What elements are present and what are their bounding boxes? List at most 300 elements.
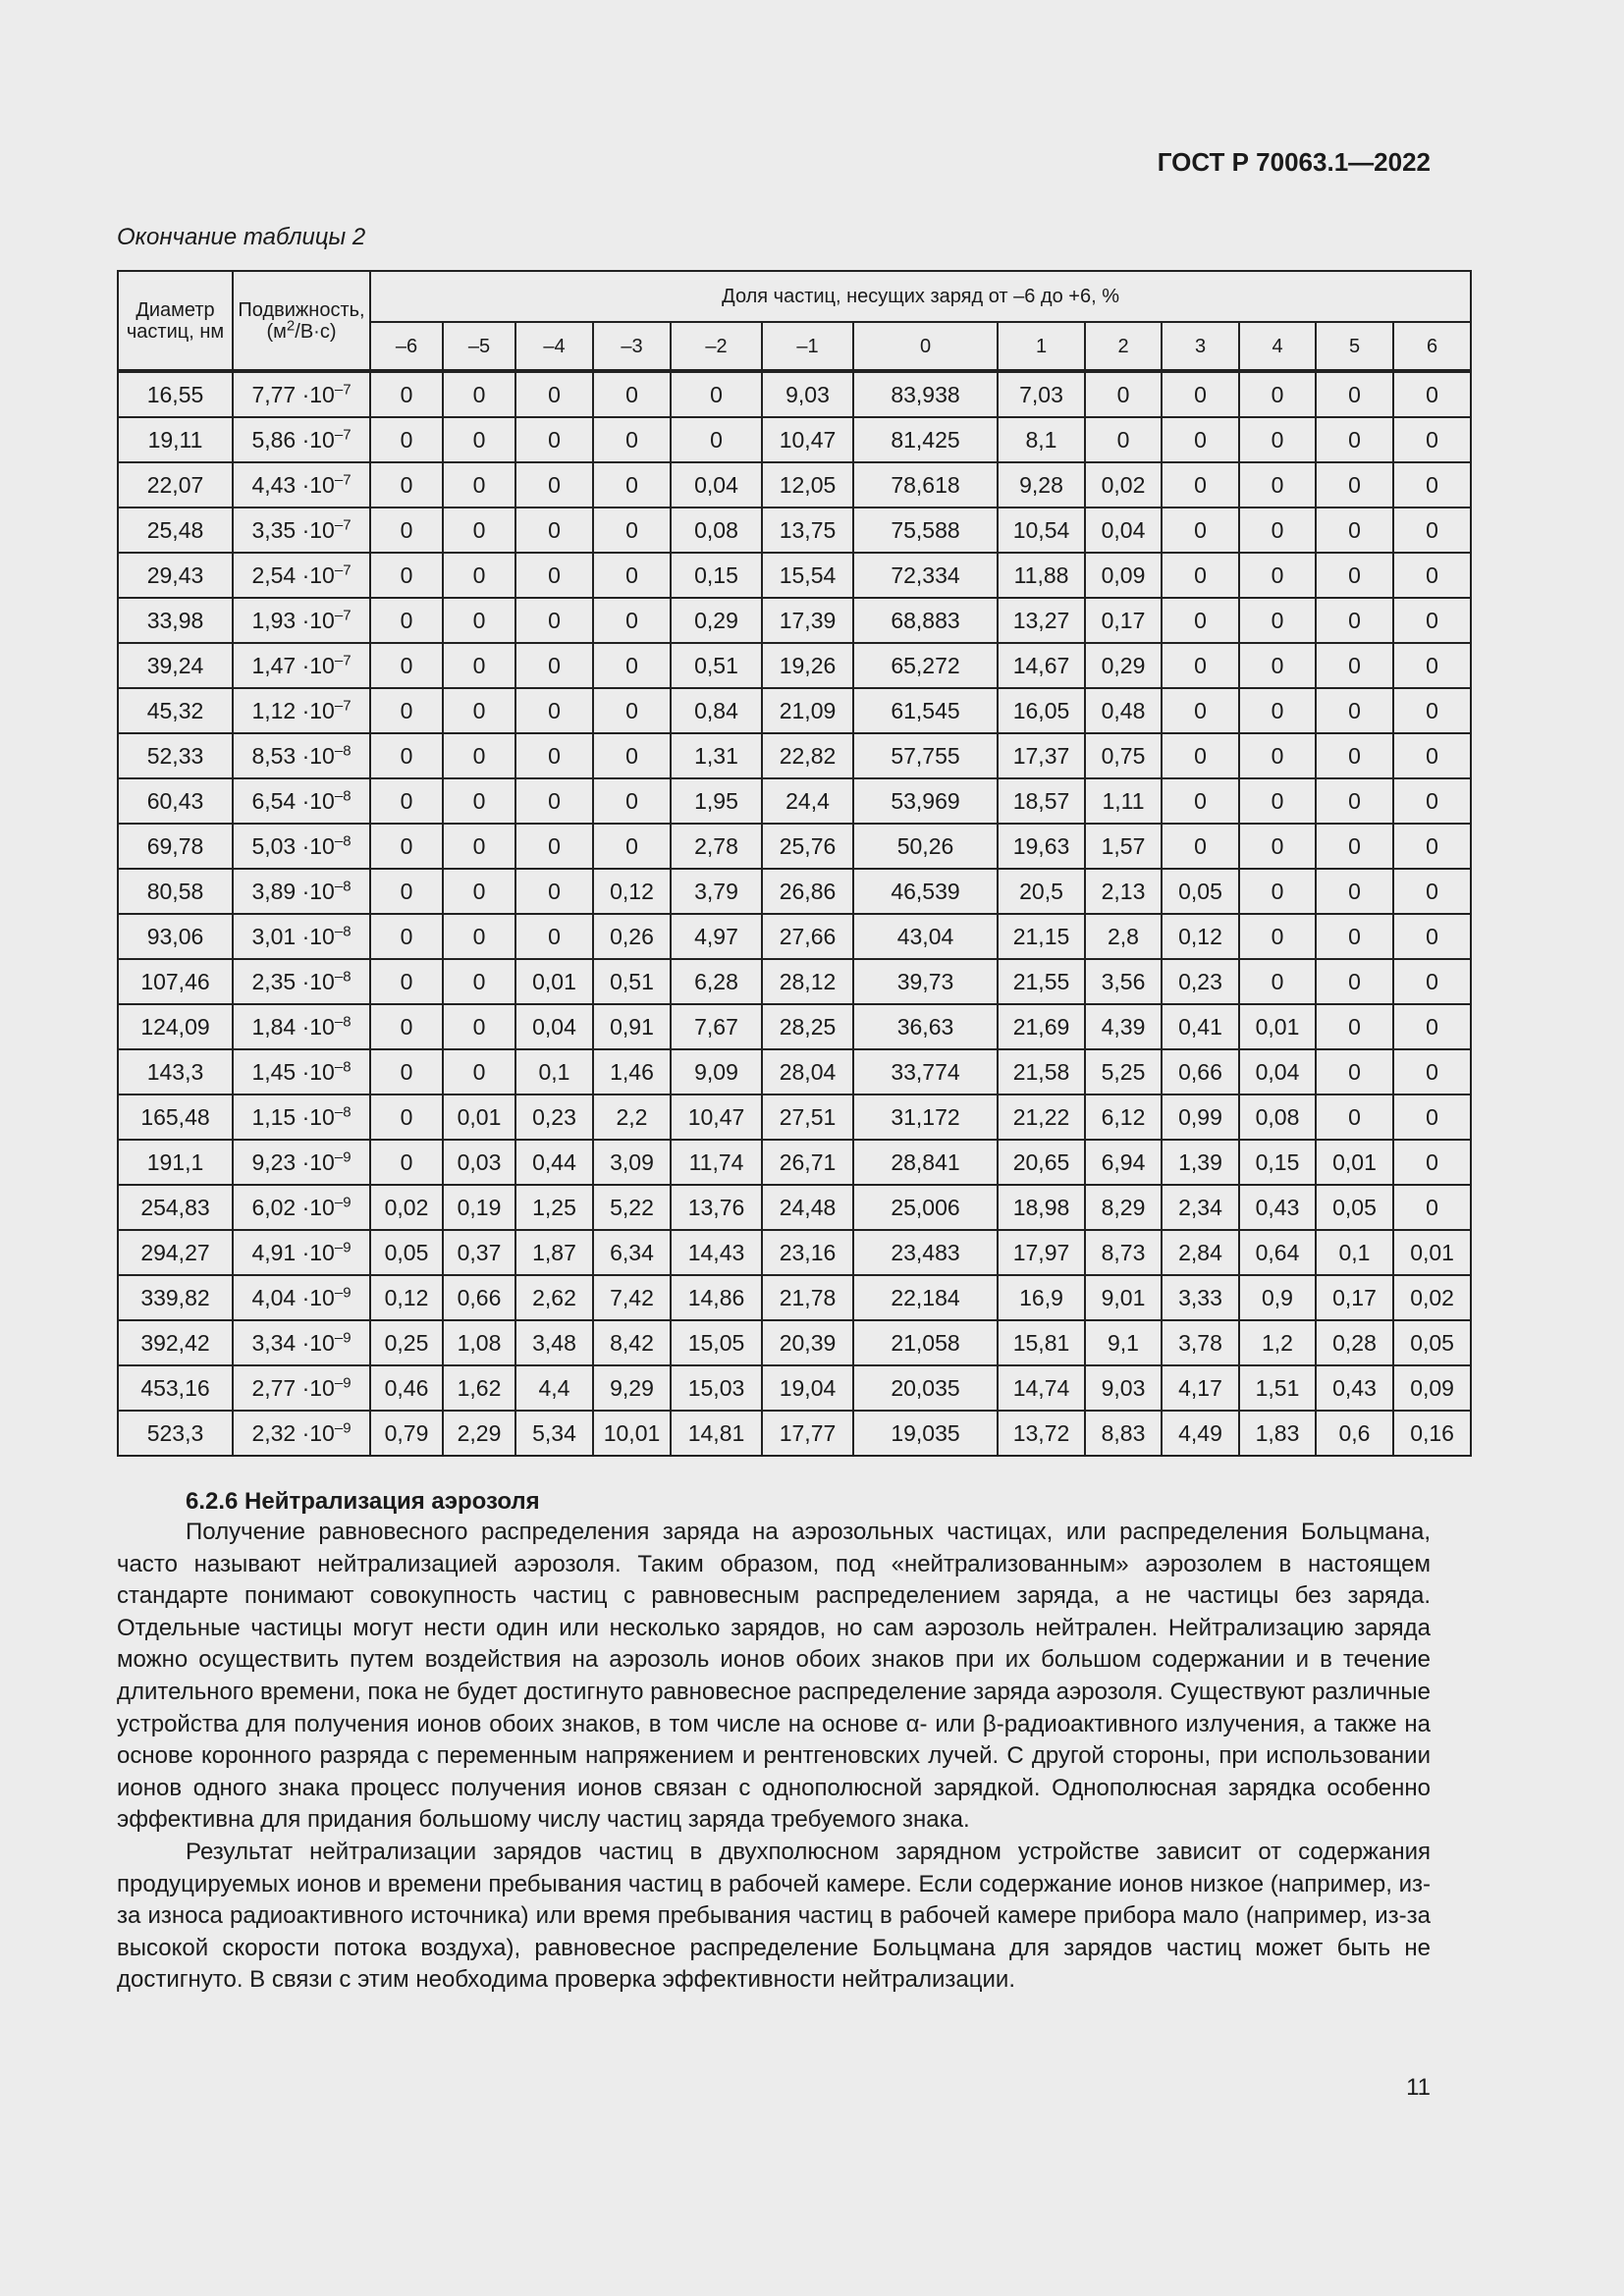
cell-charge-fraction: 0 (1393, 959, 1471, 1004)
cell-charge-fraction: 9,29 (593, 1365, 671, 1411)
cell-charge-fraction: 16,9 (998, 1275, 1085, 1320)
table-row (118, 1320, 1471, 1365)
cell-diameter: 45,32 (118, 688, 233, 733)
cell-charge-fraction: 22,82 (762, 733, 853, 778)
cell-charge-fraction: 10,54 (998, 507, 1085, 553)
cell-charge-fraction: 25,006 (853, 1185, 998, 1230)
cell-charge-fraction: 0 (1316, 778, 1393, 824)
cell-charge-fraction: 0 (1239, 733, 1316, 778)
cell-charge-fraction: 0 (1316, 824, 1393, 869)
cell-charge-fraction: 14,86 (671, 1275, 762, 1320)
table-row (118, 1411, 1471, 1456)
cell-diameter: 22,07 (118, 462, 233, 507)
cell-charge-fraction: 14,81 (671, 1411, 762, 1456)
cell-diameter: 29,43 (118, 553, 233, 598)
cell-mobility (233, 959, 370, 1004)
cell-charge-fraction: 0 (443, 1004, 515, 1049)
header-mobility-label: Подвижность, (238, 298, 365, 321)
cell-mobility (233, 1049, 370, 1095)
cell-diameter: 453,16 (118, 1365, 233, 1411)
mobility-mantissa: 2,54 ·10 (251, 562, 335, 588)
cell-charge-fraction: 0 (1316, 643, 1393, 688)
cell-charge-fraction: 0 (515, 462, 593, 507)
cell-charge-fraction: 0 (370, 507, 443, 553)
cell-charge-fraction: 0,64 (1239, 1230, 1316, 1275)
mobility-exponent: –8 (334, 832, 352, 850)
table-row (118, 1140, 1471, 1185)
cell-charge-fraction: 24,4 (762, 778, 853, 824)
cell-charge-fraction: 13,27 (998, 598, 1085, 643)
table-row (118, 1230, 1471, 1275)
cell-charge-fraction: 0 (1316, 914, 1393, 959)
cell-charge-fraction: 9,01 (1085, 1275, 1162, 1320)
header-charge: 0 (853, 322, 998, 371)
cell-charge-fraction: 13,72 (998, 1411, 1085, 1456)
cell-charge-fraction: 18,98 (998, 1185, 1085, 1230)
mobility-exponent: –8 (334, 1103, 352, 1121)
cell-charge-fraction: 0 (1393, 507, 1471, 553)
table-row (118, 1275, 1471, 1320)
cell-charge-fraction: 0 (515, 598, 593, 643)
mobility-mantissa: 4,91 ·10 (251, 1240, 335, 1265)
table-row (118, 371, 1471, 417)
cell-charge-fraction: 0 (1239, 462, 1316, 507)
cell-charge-fraction: 0,44 (515, 1140, 593, 1185)
cell-charge-fraction: 0,66 (1162, 1049, 1239, 1095)
cell-charge-fraction: 0,75 (1085, 733, 1162, 778)
header-mobility (233, 271, 370, 371)
cell-charge-fraction: 0 (1316, 1049, 1393, 1095)
cell-charge-fraction: 28,04 (762, 1049, 853, 1095)
cell-charge-fraction: 0 (515, 688, 593, 733)
table-row (118, 869, 1471, 914)
cell-charge-fraction: 0,15 (671, 553, 762, 598)
cell-mobility (233, 869, 370, 914)
cell-charge-fraction: 0,23 (1162, 959, 1239, 1004)
cell-charge-fraction: 0 (1239, 643, 1316, 688)
cell-charge-fraction: 23,483 (853, 1230, 998, 1275)
cell-charge-fraction: 0 (1162, 778, 1239, 824)
cell-charge-fraction: 0 (1239, 869, 1316, 914)
cell-mobility (233, 778, 370, 824)
cell-charge-fraction: 0 (1239, 914, 1316, 959)
cell-charge-fraction: 4,39 (1085, 1004, 1162, 1049)
cell-charge-fraction: 0 (443, 733, 515, 778)
cell-charge-fraction: 0 (1239, 688, 1316, 733)
mobility-mantissa: 6,02 ·10 (251, 1195, 335, 1220)
cell-charge-fraction: 0 (370, 778, 443, 824)
cell-charge-fraction: 0,01 (1239, 1004, 1316, 1049)
cell-charge-fraction: 0 (443, 643, 515, 688)
charge-distribution-table (117, 270, 1472, 1457)
cell-charge-fraction: 0 (1162, 507, 1239, 553)
paragraph-1: Получение равновесного распределения заряда на аэрозольных частицах, или распределения Больцмана, часто называют нейтрализацией аэрозоля. Таким образом, под «нейтрализованным» аэрозолем в настоящем стандарте понимают совокупность частиц с равновесным распределением заряда, а не частицы без заряда. Отдельные частицы могут нести один или несколько зарядов, но сам аэрозоль нейтрален. Нейтрализацию заряда можно осуществить путем воздействия на аэрозоль ионов обоих знаков при их большом содержании и в течение длительного времени, пока не будет достигнуто равновесное распределение заряда аэрозоля. Существуют различные устройства для получения ионов обоих знаков, в том числе на основе α- или β-радиоактивного излучения, а также на основе коронного разряда с переменным напряжением и рентгеновских лучей. С другой стороны, при использовании ионов одного знака процесс получения ионов связан с однополюсной зарядкой. Однополюсная зарядка особенно эффективна для придания большому числу частиц заряда требуемого знака. (117, 1519, 1431, 1834)
cell-charge-fraction: 0,01 (515, 959, 593, 1004)
cell-mobility (233, 824, 370, 869)
cell-charge-fraction: 46,539 (853, 869, 998, 914)
cell-diameter: 33,98 (118, 598, 233, 643)
cell-charge-fraction: 0,29 (671, 598, 762, 643)
cell-charge-fraction: 8,29 (1085, 1185, 1162, 1230)
cell-charge-fraction: 21,22 (998, 1095, 1085, 1140)
cell-charge-fraction: 0 (370, 869, 443, 914)
cell-charge-fraction: 0 (1393, 778, 1471, 824)
cell-charge-fraction: 0 (443, 778, 515, 824)
cell-charge-fraction: 0 (443, 462, 515, 507)
cell-mobility (233, 417, 370, 462)
cell-charge-fraction: 0,15 (1239, 1140, 1316, 1185)
cell-charge-fraction: 0 (1085, 371, 1162, 417)
cell-diameter: 39,24 (118, 643, 233, 688)
cell-charge-fraction: 0,37 (443, 1230, 515, 1275)
cell-charge-fraction: 0 (370, 1049, 443, 1095)
cell-charge-fraction: 0,05 (1162, 869, 1239, 914)
cell-charge-fraction: 0,46 (370, 1365, 443, 1411)
cell-charge-fraction: 0 (593, 688, 671, 733)
cell-charge-fraction: 0,16 (1393, 1411, 1471, 1456)
header-mobility-unit-b: /В·с) (295, 320, 337, 343)
mobility-mantissa: 7,77 ·10 (251, 382, 335, 407)
cell-charge-fraction: 43,04 (853, 914, 998, 959)
cell-charge-fraction: 0 (593, 824, 671, 869)
cell-mobility (233, 1004, 370, 1049)
cell-charge-fraction: 1,2 (1239, 1320, 1316, 1365)
cell-charge-fraction: 0 (1316, 733, 1393, 778)
mobility-exponent: –7 (334, 381, 352, 399)
cell-charge-fraction: 0 (593, 733, 671, 778)
cell-diameter: 392,42 (118, 1320, 233, 1365)
cell-charge-fraction: 25,76 (762, 824, 853, 869)
cell-charge-fraction: 0,43 (1239, 1185, 1316, 1230)
cell-charge-fraction: 0 (1393, 643, 1471, 688)
cell-charge-fraction: 0 (1393, 1049, 1471, 1095)
mobility-exponent: –7 (334, 561, 352, 579)
cell-charge-fraction: 15,81 (998, 1320, 1085, 1365)
cell-charge-fraction: 0 (370, 1140, 443, 1185)
cell-charge-fraction: 7,67 (671, 1004, 762, 1049)
cell-charge-fraction: 0 (1085, 417, 1162, 462)
cell-charge-fraction: 3,78 (1162, 1320, 1239, 1365)
cell-mobility (233, 1411, 370, 1456)
cell-charge-fraction: 21,55 (998, 959, 1085, 1004)
cell-charge-fraction: 0 (1316, 553, 1393, 598)
cell-charge-fraction: 0 (443, 1049, 515, 1095)
cell-charge-fraction: 0 (1316, 462, 1393, 507)
cell-charge-fraction: 0 (1239, 507, 1316, 553)
cell-charge-fraction: 0 (1239, 553, 1316, 598)
cell-charge-fraction: 19,63 (998, 824, 1085, 869)
page-number: 11 (1406, 2074, 1431, 2101)
cell-charge-fraction: 9,1 (1085, 1320, 1162, 1365)
cell-charge-fraction: 81,425 (853, 417, 998, 462)
cell-charge-fraction: 0 (593, 462, 671, 507)
cell-charge-fraction: 0,08 (1239, 1095, 1316, 1140)
header-charge: 2 (1085, 322, 1162, 371)
mobility-mantissa: 1,12 ·10 (251, 698, 335, 723)
mobility-mantissa: 9,23 ·10 (251, 1149, 335, 1175)
cell-charge-fraction: 0,12 (370, 1275, 443, 1320)
cell-diameter: 93,06 (118, 914, 233, 959)
cell-charge-fraction: 0,79 (370, 1411, 443, 1456)
cell-charge-fraction: 0,25 (370, 1320, 443, 1365)
cell-charge-fraction: 9,03 (1085, 1365, 1162, 1411)
table-row (118, 1185, 1471, 1230)
cell-charge-fraction: 23,16 (762, 1230, 853, 1275)
cell-charge-fraction: 0,05 (1316, 1185, 1393, 1230)
cell-charge-fraction: 26,86 (762, 869, 853, 914)
cell-charge-fraction: 18,57 (998, 778, 1085, 824)
mobility-exponent: –7 (334, 471, 352, 489)
cell-diameter: 16,55 (118, 371, 233, 417)
cell-charge-fraction: 0 (1162, 688, 1239, 733)
cell-charge-fraction: 0 (593, 598, 671, 643)
cell-charge-fraction: 2,8 (1085, 914, 1162, 959)
cell-charge-fraction: 53,969 (853, 778, 998, 824)
cell-charge-fraction: 0,03 (443, 1140, 515, 1185)
mobility-exponent: –7 (334, 652, 352, 669)
cell-charge-fraction: 0 (1316, 417, 1393, 462)
header-charge: –1 (762, 322, 853, 371)
cell-mobility (233, 1275, 370, 1320)
cell-diameter: 124,09 (118, 1004, 233, 1049)
cell-charge-fraction: 12,05 (762, 462, 853, 507)
cell-charge-fraction: 24,48 (762, 1185, 853, 1230)
cell-charge-fraction: 0 (1393, 1140, 1471, 1185)
cell-charge-fraction: 0,01 (1316, 1140, 1393, 1185)
cell-charge-fraction: 72,334 (853, 553, 998, 598)
header-charge: –5 (443, 322, 515, 371)
cell-charge-fraction: 15,54 (762, 553, 853, 598)
table-row (118, 643, 1471, 688)
cell-charge-fraction: 0,08 (671, 507, 762, 553)
cell-charge-fraction: 0 (593, 778, 671, 824)
cell-charge-fraction: 1,46 (593, 1049, 671, 1095)
cell-charge-fraction: 20,035 (853, 1365, 998, 1411)
mobility-exponent: –7 (334, 426, 352, 444)
cell-mobility (233, 688, 370, 733)
cell-mobility (233, 371, 370, 417)
header-mobility-unit-a: (м (266, 320, 287, 343)
cell-charge-fraction: 39,73 (853, 959, 998, 1004)
cell-charge-fraction: 68,883 (853, 598, 998, 643)
cell-charge-fraction: 6,94 (1085, 1140, 1162, 1185)
cell-charge-fraction: 0 (443, 824, 515, 869)
cell-mobility (233, 733, 370, 778)
cell-charge-fraction: 8,73 (1085, 1230, 1162, 1275)
cell-charge-fraction: 0 (515, 507, 593, 553)
cell-charge-fraction: 0 (443, 914, 515, 959)
table-row (118, 553, 1471, 598)
cell-charge-fraction: 0 (370, 1095, 443, 1140)
header-charge: 3 (1162, 322, 1239, 371)
cell-charge-fraction: 1,87 (515, 1230, 593, 1275)
cell-charge-fraction: 0 (443, 417, 515, 462)
cell-charge-fraction: 83,938 (853, 371, 998, 417)
cell-diameter: 69,78 (118, 824, 233, 869)
cell-charge-fraction: 57,755 (853, 733, 998, 778)
cell-charge-fraction: 1,39 (1162, 1140, 1239, 1185)
mobility-exponent: –9 (334, 1148, 352, 1166)
cell-charge-fraction: 14,67 (998, 643, 1085, 688)
mobility-mantissa: 2,32 ·10 (251, 1420, 335, 1446)
mobility-mantissa: 3,34 ·10 (251, 1330, 335, 1356)
header-charge: –3 (593, 322, 671, 371)
cell-charge-fraction: 0,6 (1316, 1411, 1393, 1456)
section-heading: 6.2.6 Нейтрализация аэрозоля (186, 1488, 540, 1515)
cell-charge-fraction: 0 (1239, 778, 1316, 824)
cell-mobility (233, 914, 370, 959)
cell-charge-fraction: 2,78 (671, 824, 762, 869)
mobility-exponent: –9 (334, 1329, 352, 1347)
mobility-exponent: –7 (334, 607, 352, 624)
cell-charge-fraction: 0 (1393, 914, 1471, 959)
cell-charge-fraction: 0 (1316, 1095, 1393, 1140)
table-row (118, 733, 1471, 778)
header-charge-group: Доля частиц, несущих заряд от –6 до +6, % (370, 271, 1471, 322)
cell-charge-fraction: 0 (370, 824, 443, 869)
header-diameter: Диаметр частиц, нм (118, 271, 233, 371)
cell-mobility (233, 507, 370, 553)
cell-charge-fraction: 0,02 (1393, 1275, 1471, 1320)
cell-diameter: 80,58 (118, 869, 233, 914)
cell-charge-fraction: 0 (1239, 598, 1316, 643)
cell-charge-fraction: 0 (1316, 959, 1393, 1004)
cell-charge-fraction: 0,05 (1393, 1320, 1471, 1365)
cell-charge-fraction: 0 (1162, 462, 1239, 507)
mobility-exponent: –9 (334, 1239, 352, 1256)
cell-charge-fraction: 0 (370, 643, 443, 688)
cell-charge-fraction: 0 (593, 507, 671, 553)
cell-charge-fraction: 21,58 (998, 1049, 1085, 1095)
mobility-mantissa: 4,43 ·10 (251, 472, 335, 498)
cell-charge-fraction: 0,01 (443, 1095, 515, 1140)
cell-charge-fraction: 15,03 (671, 1365, 762, 1411)
cell-mobility (233, 1230, 370, 1275)
cell-charge-fraction: 0,23 (515, 1095, 593, 1140)
cell-charge-fraction: 0,02 (370, 1185, 443, 1230)
cell-charge-fraction: 6,34 (593, 1230, 671, 1275)
cell-charge-fraction: 2,2 (593, 1095, 671, 1140)
cell-charge-fraction: 13,76 (671, 1185, 762, 1230)
cell-charge-fraction: 0,29 (1085, 643, 1162, 688)
mobility-exponent: –7 (334, 516, 352, 534)
cell-charge-fraction: 1,62 (443, 1365, 515, 1411)
mobility-mantissa: 4,04 ·10 (251, 1285, 335, 1310)
cell-charge-fraction: 11,74 (671, 1140, 762, 1185)
table-row (118, 914, 1471, 959)
cell-charge-fraction: 1,51 (1239, 1365, 1316, 1411)
cell-charge-fraction: 0 (1393, 371, 1471, 417)
mobility-exponent: –8 (334, 923, 352, 940)
cell-charge-fraction: 0 (1162, 733, 1239, 778)
cell-diameter: 165,48 (118, 1095, 233, 1140)
header-charge: 6 (1393, 322, 1471, 371)
cell-charge-fraction: 0,17 (1316, 1275, 1393, 1320)
cell-charge-fraction: 0 (443, 553, 515, 598)
cell-charge-fraction: 2,62 (515, 1275, 593, 1320)
cell-charge-fraction: 33,774 (853, 1049, 998, 1095)
mobility-mantissa: 8,53 ·10 (251, 743, 335, 769)
cell-charge-fraction: 0 (1393, 1095, 1471, 1140)
mobility-exponent: –7 (334, 697, 352, 715)
cell-charge-fraction: 3,33 (1162, 1275, 1239, 1320)
cell-diameter: 191,1 (118, 1140, 233, 1185)
cell-charge-fraction: 8,1 (998, 417, 1085, 462)
cell-charge-fraction: 0 (1162, 824, 1239, 869)
cell-charge-fraction: 0,04 (1239, 1049, 1316, 1095)
mobility-mantissa: 6,54 ·10 (251, 788, 335, 814)
cell-charge-fraction: 0 (1393, 598, 1471, 643)
cell-charge-fraction: 0,19 (443, 1185, 515, 1230)
paragraph-2: Результат нейтрализации зарядов частиц в двухполюсном зарядном устройстве зависит от содержания продуцируемых ионов и времени пребывания частиц в рабочей камере. Если содержание ионов низкое (например, из-за износа радиоактивного источника) или время пребывания частиц в рабочей камере прибора мало (например, из-за высокой скорости потока воздуха), равновесное распределение Больцмана для зарядов частиц может быть не достигнуто. В связи с этим необходима проверка эффективности нейтрализации. (117, 1838, 1431, 1994)
cell-charge-fraction: 3,09 (593, 1140, 671, 1185)
cell-charge-fraction: 13,75 (762, 507, 853, 553)
mobility-mantissa: 1,93 ·10 (251, 608, 335, 633)
mobility-exponent: –9 (334, 1194, 352, 1211)
cell-mobility (233, 643, 370, 688)
cell-charge-fraction: 0,17 (1085, 598, 1162, 643)
cell-charge-fraction: 0 (443, 598, 515, 643)
cell-charge-fraction: 0 (1239, 824, 1316, 869)
cell-charge-fraction: 10,47 (671, 1095, 762, 1140)
cell-charge-fraction: 0 (1316, 1004, 1393, 1049)
cell-charge-fraction: 0 (1239, 959, 1316, 1004)
cell-charge-fraction: 0,48 (1085, 688, 1162, 733)
cell-charge-fraction: 19,04 (762, 1365, 853, 1411)
cell-charge-fraction: 3,48 (515, 1320, 593, 1365)
cell-charge-fraction: 1,83 (1239, 1411, 1316, 1456)
cell-charge-fraction: 21,058 (853, 1320, 998, 1365)
cell-charge-fraction: 0 (370, 417, 443, 462)
cell-charge-fraction: 0,51 (671, 643, 762, 688)
cell-charge-fraction: 1,11 (1085, 778, 1162, 824)
cell-diameter: 294,27 (118, 1230, 233, 1275)
cell-charge-fraction: 31,172 (853, 1095, 998, 1140)
cell-charge-fraction: 0 (370, 553, 443, 598)
cell-mobility (233, 1140, 370, 1185)
cell-charge-fraction: 19,26 (762, 643, 853, 688)
cell-charge-fraction: 0 (1393, 688, 1471, 733)
mobility-exponent: –9 (334, 1284, 352, 1302)
table-row (118, 1004, 1471, 1049)
cell-charge-fraction: 0 (1162, 598, 1239, 643)
cell-charge-fraction: 0 (1393, 869, 1471, 914)
cell-charge-fraction: 0,09 (1393, 1365, 1471, 1411)
cell-charge-fraction: 0 (593, 643, 671, 688)
table-body (118, 371, 1471, 1456)
cell-charge-fraction: 0 (515, 824, 593, 869)
cell-charge-fraction: 1,57 (1085, 824, 1162, 869)
cell-charge-fraction: 0 (1316, 688, 1393, 733)
cell-charge-fraction: 0,26 (593, 914, 671, 959)
cell-charge-fraction: 28,25 (762, 1004, 853, 1049)
cell-charge-fraction: 0,04 (1085, 507, 1162, 553)
cell-charge-fraction: 9,09 (671, 1049, 762, 1095)
cell-charge-fraction: 0 (1393, 553, 1471, 598)
cell-charge-fraction: 28,12 (762, 959, 853, 1004)
cell-charge-fraction: 20,39 (762, 1320, 853, 1365)
cell-charge-fraction: 0 (1393, 417, 1471, 462)
header-charge: –4 (515, 322, 593, 371)
cell-charge-fraction: 0 (1393, 824, 1471, 869)
cell-charge-fraction: 0 (1393, 733, 1471, 778)
cell-charge-fraction: 0 (1393, 1185, 1471, 1230)
cell-charge-fraction: 6,28 (671, 959, 762, 1004)
cell-charge-fraction: 3,79 (671, 869, 762, 914)
cell-charge-fraction: 0,09 (1085, 553, 1162, 598)
table-row (118, 1095, 1471, 1140)
cell-charge-fraction: 0,02 (1085, 462, 1162, 507)
